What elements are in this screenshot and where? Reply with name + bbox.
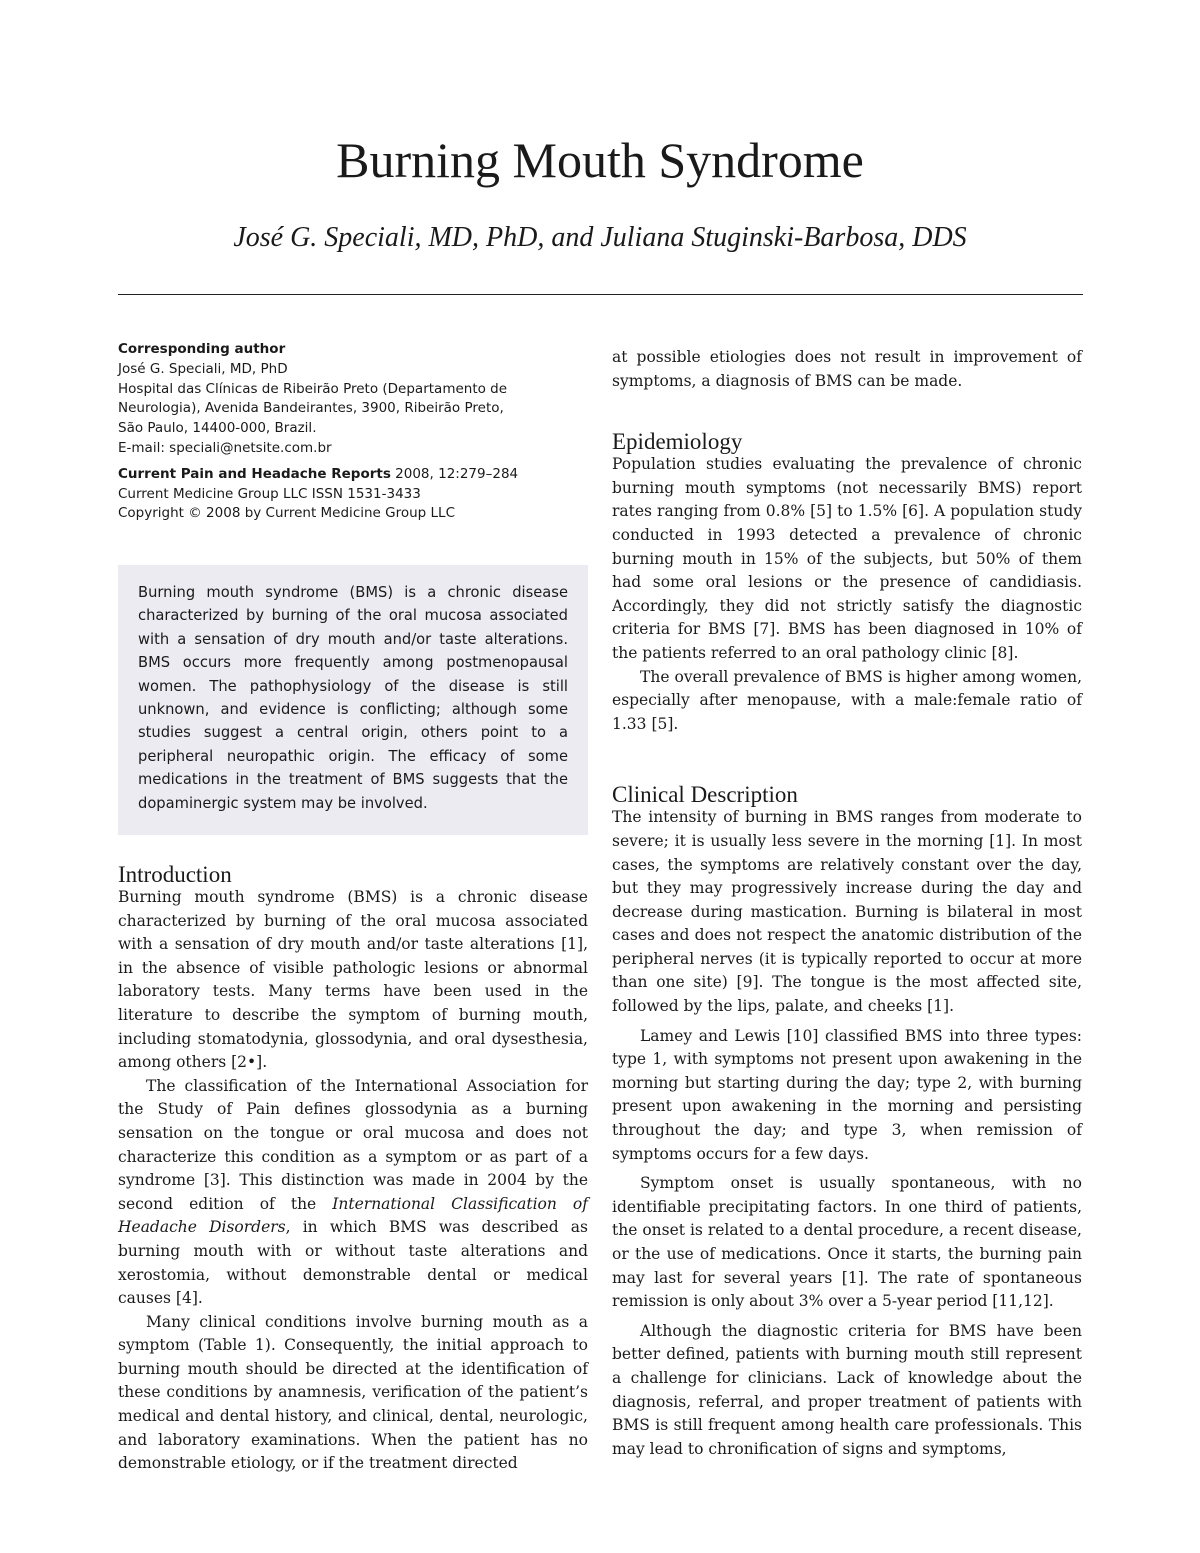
publisher-line: Current Medicine Group LLC ISSN 1531-3433 xyxy=(118,485,421,502)
clinical-paragraph-2: Lamey and Lewis [10] classified BMS into three types: type 1, with symptoms not present upon awakening in the morning but starting during the day; type 2, with burning present upon awakening in the morning and persisting throughout the day; and type 3, when remission of symptoms occurs for a few days. xyxy=(612,1026,1082,1163)
journal-citation-line xyxy=(118,465,588,485)
clinical-paragraph-4: Although the diagnostic criteria for BMS have been better defined, patients with burning mouth still represent a challenge for clinicians. Lack of knowledge about the diagnosis, referral, and proper treatment of patients with BMS is still frequent among health care professionals. This may lead to chronification of signs and symptoms, xyxy=(612,1321,1082,1458)
right-column xyxy=(612,346,1082,1461)
correspondence-line: José G. Speciali, MD, PhD xyxy=(118,360,288,377)
clinical-paragraph-3: Symptom onset is usually spontaneous, with no identifiable precipitating factors. In one third of patients, the onset is related to a dental procedure, a recent disease, or the use of medications. Once it starts, the burning pain may last for several years [1]. The rate of spontaneous remission is only about 3% over a 5-year period [11,12]. xyxy=(612,1174,1082,1311)
correspondence-block xyxy=(118,340,588,524)
clinical-paragraph-1: The intensity of burning in BMS ranges from moderate to severe; it is usually less severe in the morning [1]. In most cases, the symptoms are relatively constant over the day, but they may progressively increase during the day and decrease during mastication. Burning is bilateral in most cases and does not respect the anatomic distribution of the peripheral nerves (it is typically reported to occur at more than one site) [9]. The tongue is the most affected site, followed by the lips, palate, and cheeks [1]. xyxy=(612,808,1082,1016)
icdh-title: International Classification of Headache Disorders xyxy=(118,1194,588,1237)
introduction-paragraph-3: Many clinical conditions involve burning mouth as a symptom (Table 1). Consequently, the initial approach to burning mouth should be directed at the identification of these conditions by anamnesis, verification of the patient’s medical and dental history, and clinical, dental, neurologic, and laboratory examinations. When the patient has no demonstrable etiology, or if the treatment directed xyxy=(118,1312,588,1473)
introduction-paragraph-2 xyxy=(118,1075,588,1311)
epidemiology-paragraph-2: The overall prevalence of BMS is higher among women, especially after menopause, with a male:female ratio of 1.33 [5]. xyxy=(612,667,1082,733)
left-column xyxy=(118,860,588,1476)
article-authors: José G. Speciali, MD, PhD, and Juliana Stuginski-Barbosa, DDS xyxy=(233,222,967,253)
correspondence-email: E-mail: speciali@netsite.com.br xyxy=(118,439,332,456)
correspondence-label: Corresponding author xyxy=(118,341,286,357)
article-title: Burning Mouth Syndrome xyxy=(336,132,864,188)
abstract-box xyxy=(118,565,588,835)
correspondence-line: Neurologia), Avenida Bandeirantes, 3900, Ribeirão Preto, xyxy=(118,400,504,417)
introduction-paragraph-2-part-b: , in which BMS was described as burning mouth with or without taste alterations and xerostomia, without demonstrable dental or medical causes [4]. xyxy=(118,1218,588,1308)
section-heading-clinical-description: Clinical Description xyxy=(612,782,798,808)
section-heading-epidemiology: Epidemiology xyxy=(612,429,743,455)
section-heading-introduction: Introduction xyxy=(118,862,232,887)
continued-paragraph: at possible etiologies does not result in improvement of symptoms, a diagnosis of BMS can be made. xyxy=(612,348,1082,390)
abstract-text: Burning mouth syndrome (BMS) is a chronic disease characterized by burning of the oral mucosa associated with a sensation of dry mouth and/or taste alterations. BMS occurs more frequently among postmenopausal women. The pathophysiology of the disease is still unknown, and evidence is conflicting; although some studies suggest a central origin, others point to a peripheral neuropathic origin. The efficacy of some medications in the treatment of BMS suggests that the dopaminergic system may be involved. xyxy=(138,584,568,812)
introduction-paragraph-2-part-a: The classification of the International Association for the Study of Pain defines glossodynia as a burning sensation on the tongue or oral mucosa and does not characterize this condition as a symptom or as part of a syndrome [3]. This distinction was made in 2004 by the second edition of the xyxy=(118,1076,588,1213)
journal-name: Current Pain and Headache Reports xyxy=(118,465,391,482)
correspondence-line: São Paulo, 14400-000, Brazil. xyxy=(118,420,317,437)
copyright-line: Copyright © 2008 by Current Medicine Group LLC xyxy=(118,505,455,522)
introduction-paragraph-1: Burning mouth syndrome (BMS) is a chronic disease characterized by burning of the oral mucosa associated with a sensation of dry mouth and/or taste alterations [1], in the absence of visible pathologic lesions or abnormal laboratory tests. Many terms have been used in the literature to describe the symptom of burning mouth, including stomatodynia, glossodynia, and oral dysesthesia, among others [2•]. xyxy=(118,888,588,1072)
epidemiology-paragraph-1: Population studies evaluating the prevalence of chronic burning mouth symptoms (not necessarily BMS) report rates ranging from 0.8% [5] to 1.5% [6]. A population study conducted in 1993 detected a prevalence of chronic burning mouth in 15% of the subjects, but 50% of them had some oral lesions or the presence of candidiasis. Accordingly, they did not strictly satisfy the diagnostic criteria for BMS [7]. BMS has been diagnosed in 10% of the patients referred to an oral pathology clinic [8]. xyxy=(612,455,1082,662)
correspondence-line: Hospital das Clínicas de Ribeirão Preto (Departamento de xyxy=(118,380,508,397)
journal-citation: 2008, 12:279–284 xyxy=(390,465,519,482)
title-divider xyxy=(118,294,1083,295)
